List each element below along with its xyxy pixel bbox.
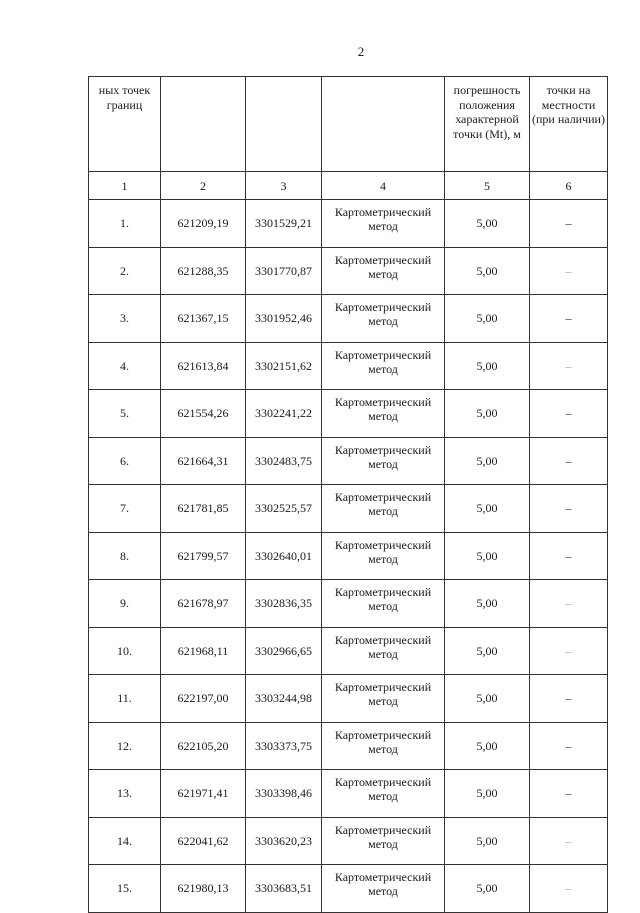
table-row [89,580,608,628]
x-coordinate-cell: 622041,62 [161,817,246,865]
table-row [89,200,608,248]
x-coordinate-cell: 621980,13 [161,865,246,913]
method-cell: Картометрический метод [322,532,445,580]
method-cell: Картометрический метод [322,865,445,913]
table-row [89,532,608,580]
method-cell: Картометрический метод [322,675,445,723]
point-number-cell: 1. [89,200,161,248]
point-number-cell: 9. [89,580,161,628]
table-row [89,390,608,438]
error-cell: 5,00 [445,295,530,343]
x-coordinate-cell: 621678,97 [161,580,246,628]
description-cell: – [530,342,608,390]
point-number-cell: 2. [89,247,161,295]
table-row [89,675,608,723]
y-coordinate-cell: 3302241,22 [246,390,322,438]
description-cell: – [530,437,608,485]
method-cell: Картометрический метод [322,390,445,438]
y-coordinate-cell: 3303683,51 [246,865,322,913]
y-coordinate-cell: 3301952,46 [246,295,322,343]
table-row [89,295,608,343]
y-coordinate-cell: 3302640,01 [246,532,322,580]
table-row [89,770,608,818]
point-number-cell: 6. [89,437,161,485]
error-cell: 5,00 [445,817,530,865]
x-coordinate-cell: 621781,85 [161,485,246,533]
error-cell: 5,00 [445,627,530,675]
error-cell: 5,00 [445,865,530,913]
y-coordinate-cell: 3303244,98 [246,675,322,723]
method-cell: Картометрический метод [322,817,445,865]
error-cell: 5,00 [445,437,530,485]
point-number-cell: 7. [89,485,161,533]
error-cell: 5,00 [445,675,530,723]
table-row [89,817,608,865]
description-cell: – [530,200,608,248]
x-coordinate-cell: 621971,41 [161,770,246,818]
column-number-cell: 3 [246,172,322,200]
y-coordinate-cell: 3302966,65 [246,627,322,675]
point-number-cell: 14. [89,817,161,865]
x-coordinate-cell: 621209,19 [161,200,246,248]
table-row [89,722,608,770]
column-number-cell: 2 [161,172,246,200]
description-cell: – [530,247,608,295]
method-cell: Картометрический метод [322,580,445,628]
point-number-cell: 11. [89,675,161,723]
method-cell: Картометрический метод [322,247,445,295]
column-number-cell: 1 [89,172,161,200]
method-cell: Картометрический метод [322,200,445,248]
method-cell: Картометрический метод [322,437,445,485]
y-coordinate-cell: 3302836,35 [246,580,322,628]
description-cell: – [530,295,608,343]
description-cell: – [530,722,608,770]
error-cell: 5,00 [445,580,530,628]
method-cell: Картометрический метод [322,342,445,390]
point-number-cell: 10. [89,627,161,675]
description-cell: – [530,770,608,818]
header-cell-method [322,77,445,172]
error-cell: 5,00 [445,770,530,818]
coordinates-table [88,76,608,913]
table-row [89,437,608,485]
x-coordinate-cell: 621367,15 [161,295,246,343]
x-coordinate-cell: 621799,57 [161,532,246,580]
error-cell: 5,00 [445,247,530,295]
x-coordinate-cell: 622105,20 [161,722,246,770]
point-number-cell: 15. [89,865,161,913]
point-number-cell: 13. [89,770,161,818]
x-coordinate-cell: 621664,31 [161,437,246,485]
x-coordinate-cell: 621613,84 [161,342,246,390]
header-row [89,77,608,172]
description-cell: – [530,817,608,865]
description-cell: – [530,865,608,913]
column-number-cell: 6 [530,172,608,200]
column-number-cell: 4 [322,172,445,200]
method-cell: Картометрический метод [322,722,445,770]
point-number-cell: 4. [89,342,161,390]
error-cell: 5,00 [445,722,530,770]
x-coordinate-cell: 622197,00 [161,675,246,723]
x-coordinate-cell: 621968,11 [161,627,246,675]
x-coordinate-cell: 621288,35 [161,247,246,295]
error-cell: 5,00 [445,390,530,438]
method-cell: Картометрический метод [322,295,445,343]
column-number-row [89,172,608,200]
description-cell: – [530,627,608,675]
y-coordinate-cell: 3301770,87 [246,247,322,295]
description-cell: – [530,485,608,533]
point-number-cell: 5. [89,390,161,438]
header-cell-description: точки на местности (при наличии) [530,77,608,172]
description-cell: – [530,675,608,723]
x-coordinate-cell: 621554,26 [161,390,246,438]
description-cell: – [530,532,608,580]
method-cell: Картометрический метод [322,627,445,675]
method-cell: Картометрический метод [322,770,445,818]
error-cell: 5,00 [445,532,530,580]
y-coordinate-cell: 3302151,62 [246,342,322,390]
column-number-cell: 5 [445,172,530,200]
error-cell: 5,00 [445,200,530,248]
point-number-cell: 12. [89,722,161,770]
header-cell-point-number: ных точек границ [89,77,161,172]
table-row [89,342,608,390]
table-row [89,627,608,675]
table-row [89,485,608,533]
header-cell-x [161,77,246,172]
point-number-cell: 8. [89,532,161,580]
y-coordinate-cell: 3301529,21 [246,200,322,248]
description-cell: – [530,390,608,438]
y-coordinate-cell: 3303620,23 [246,817,322,865]
y-coordinate-cell: 3303373,75 [246,722,322,770]
page-number: 2 [357,44,365,59]
header-cell-error: погрешность положения характерной точки (Mt), м [445,77,530,172]
description-cell: – [530,580,608,628]
header-cell-y [246,77,322,172]
y-coordinate-cell: 3303398,46 [246,770,322,818]
y-coordinate-cell: 3302483,75 [246,437,322,485]
point-number-cell: 3. [89,295,161,343]
y-coordinate-cell: 3302525,57 [246,485,322,533]
table-row [89,247,608,295]
method-cell: Картометрический метод [322,485,445,533]
error-cell: 5,00 [445,485,530,533]
error-cell: 5,00 [445,342,530,390]
